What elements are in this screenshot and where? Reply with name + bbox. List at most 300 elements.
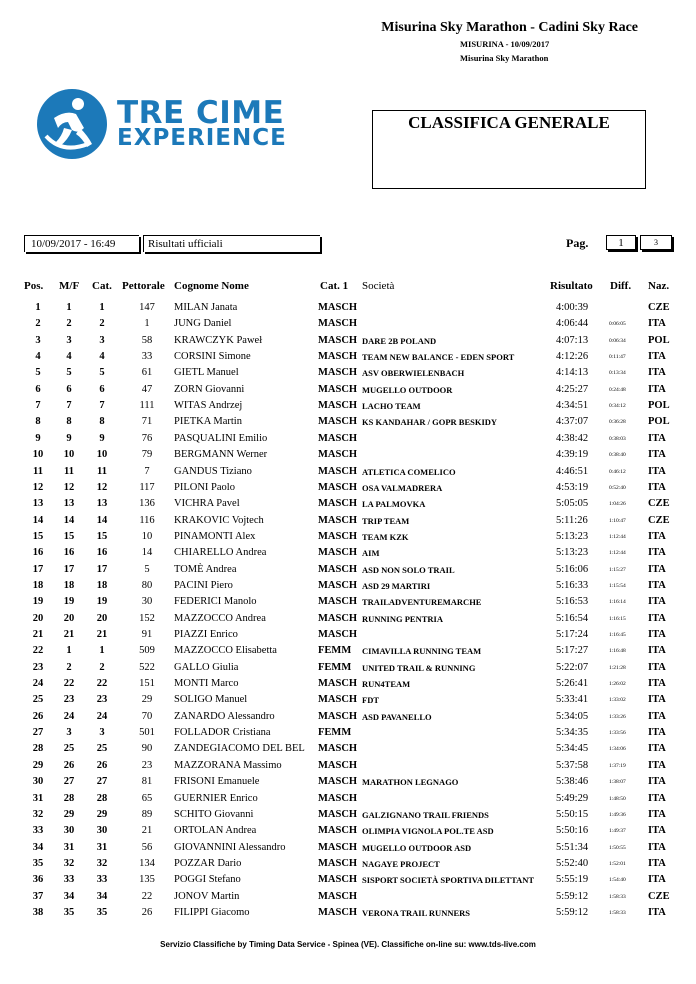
table-row (0, 741, 696, 757)
cell-bib: 10 (141, 530, 153, 542)
cell-nat: ITA (648, 367, 666, 379)
cell-bib: 80 (141, 579, 153, 591)
cell-mf: 13 (63, 498, 75, 510)
cell-result: 5:22:07 (556, 661, 589, 673)
cell-name: CORSINI Simone (174, 351, 251, 363)
col-header-pos: Pos. (24, 280, 44, 292)
cell-nat: ITA (648, 857, 666, 869)
cell-mf: 14 (63, 514, 75, 526)
cell-mf: 15 (63, 530, 75, 542)
cell-pos: 2 (35, 318, 41, 330)
col-header-name: Cognome Nome (174, 280, 249, 292)
runner-logo-icon (32, 88, 112, 160)
cell-cat: 2 (99, 661, 105, 673)
cell-result: 5:50:16 (556, 825, 589, 837)
cell-result: 5:11:26 (556, 514, 588, 526)
cell-result: 5:16:53 (556, 596, 589, 608)
table-row (0, 333, 696, 349)
cell-nat: ITA (648, 547, 666, 559)
cell-club: LACHO TEAM (362, 401, 421, 412)
cell-diff: 1:58:33 (609, 893, 626, 900)
cell-nat: CZE (648, 514, 670, 526)
cell-cat1: MASCH (318, 841, 358, 853)
cell-cat1: MASCH (318, 678, 358, 690)
classifica-title: CLASSIFICA GENERALE (408, 113, 610, 132)
page-current: 1 (606, 235, 636, 250)
cell-result: 5:05:05 (556, 498, 589, 510)
cell-cat: 2 (99, 318, 105, 330)
cell-club: LA PALMOVKA (362, 499, 426, 510)
table-row (0, 545, 696, 561)
cell-club: TEAM KZK (362, 531, 409, 542)
cell-name: PINAMONTI Alex (174, 530, 256, 542)
cell-cat1: MASCH (318, 890, 358, 902)
cell-pos: 36 (32, 874, 44, 886)
cell-result: 4:37:07 (556, 416, 589, 428)
cell-result: 5:17:24 (556, 629, 589, 640)
cell-diff: 1:16:14 (609, 599, 626, 606)
cell-name: BERGMANN Werner (174, 449, 268, 461)
cell-mf: 3 (66, 727, 72, 739)
location-date: MISURINA - 10/09/2017 (460, 39, 550, 49)
cell-result: 4:14:13 (556, 367, 589, 379)
cell-nat: ITA (648, 661, 666, 673)
cell-pos: 18 (32, 579, 44, 591)
cell-cat1: MASCH (318, 400, 358, 412)
cell-cat: 28 (96, 792, 108, 804)
logo-text-line1: TRE CIME (117, 95, 285, 131)
cell-name: SCHITO Giovanni (174, 808, 254, 820)
cell-diff: 1:33:02 (609, 697, 626, 704)
cell-nat: ITA (648, 759, 666, 771)
event-title: Misurina Sky Marathon - Cadini Sky Race (381, 20, 638, 35)
cell-nat: ITA (648, 465, 666, 477)
cell-name: POGGI Stefano (174, 874, 241, 886)
cell-pos: 24 (32, 678, 44, 690)
cell-cat1: MASCH (318, 547, 358, 559)
cell-cat: 27 (96, 776, 108, 788)
cell-pos: 5 (35, 367, 41, 379)
cell-club: TEAM NEW BALANCE - EDEN SPORT (362, 352, 515, 363)
cell-bib: 1 (144, 318, 150, 330)
cell-mf: 24 (63, 710, 75, 722)
cell-result: 5:37:58 (556, 759, 589, 771)
cell-cat1: MASCH (318, 596, 358, 608)
cell-club: ATLETICA COMELICO (362, 466, 456, 477)
table-row (0, 513, 696, 529)
cell-cat: 31 (96, 841, 108, 853)
cell-result: 5:16:06 (556, 563, 589, 575)
table-row (0, 856, 696, 872)
cell-pos: 7 (35, 400, 41, 412)
cell-mf: 31 (63, 841, 75, 853)
cell-cat1: MASCH (318, 906, 358, 918)
cell-cat: 11 (97, 465, 107, 477)
table-row (0, 529, 696, 545)
cell-bib: 90 (141, 743, 153, 755)
cell-mf: 27 (63, 776, 75, 788)
footer: Servizio Classifiche by Timing Data Service - Spinea (VE). Classifiche on-line su: www.tds-live.com (160, 940, 536, 949)
table-row (0, 496, 696, 512)
cell-bib: 5 (144, 563, 150, 575)
cell-diff: 1:49:36 (609, 811, 626, 818)
cell-result: 5:26:41 (556, 678, 589, 690)
cell-bib: 147 (139, 302, 155, 313)
cell-cat1: MASCH (318, 710, 358, 722)
cell-pos: 32 (32, 808, 44, 820)
cell-cat1: MASCH (318, 579, 358, 591)
cell-cat1: MASCH (318, 776, 358, 788)
cell-name: TOMÈ Andrea (174, 563, 237, 575)
cell-cat: 1 (99, 302, 105, 313)
cell-cat: 6 (99, 383, 105, 395)
cell-result: 5:49:29 (556, 792, 589, 804)
cell-nat: ITA (648, 351, 666, 363)
datetime-box: 10/09/2017 - 16:49 (24, 235, 139, 252)
cell-name: JUNG Daniel (174, 318, 232, 330)
cell-mf: 19 (63, 596, 75, 608)
cell-name: GUERNIER Enrico (174, 792, 258, 804)
cell-nat: ITA (648, 318, 666, 330)
cell-club: NAGAYE PROJECT (362, 858, 440, 869)
cell-nat: ITA (648, 432, 666, 444)
cell-result: 5:59:12 (556, 890, 589, 902)
cell-mf: 16 (63, 547, 75, 559)
cell-result: 4:25:27 (556, 383, 589, 395)
cell-cat1: MASCH (318, 383, 358, 395)
cell-name: PIAZZI Enrico (174, 629, 238, 640)
cell-bib: 116 (139, 514, 155, 526)
cell-result: 5:38:46 (556, 776, 589, 788)
cell-cat: 26 (96, 759, 108, 771)
table-row (0, 594, 696, 610)
cell-club: TRIP TEAM (362, 515, 410, 526)
cell-pos: 15 (32, 530, 44, 542)
cell-club: VERONA TRAIL RUNNERS (362, 907, 471, 918)
cell-pos: 30 (32, 776, 44, 788)
cell-cat: 21 (96, 629, 108, 640)
cell-diff: 1:50:55 (609, 844, 626, 851)
cell-name: MILAN Janata (174, 302, 238, 313)
cell-cat: 18 (96, 579, 108, 591)
cell-cat1: MASCH (318, 694, 358, 706)
cell-mf: 26 (63, 759, 75, 771)
cell-result: 5:34:45 (556, 743, 589, 755)
cell-cat1: MASCH (318, 857, 358, 869)
cell-name: ORTOLAN Andrea (174, 825, 257, 837)
results-label-box: Risultati ufficiali (143, 235, 320, 252)
cell-name: CHIARELLO Andrea (174, 547, 267, 559)
cell-pos: 6 (35, 383, 41, 395)
cell-cat: 3 (99, 334, 105, 346)
cell-diff: 0:38:03 (609, 435, 626, 442)
cell-name: FOLLADOR Cristiana (174, 727, 271, 739)
cell-bib: 81 (141, 776, 153, 788)
cell-diff: 1:26:02 (609, 681, 626, 688)
cell-name: JONOV Martin (174, 890, 240, 902)
cell-diff: 1:54:40 (609, 877, 626, 884)
cell-mf: 17 (63, 563, 75, 575)
cell-bib: 22 (141, 890, 153, 902)
cell-cat: 16 (96, 547, 108, 559)
cell-pos: 8 (35, 416, 41, 428)
cell-pos: 37 (32, 890, 44, 902)
cell-diff: 1:16:45 (609, 632, 626, 638)
cell-bib: 79 (141, 449, 153, 461)
cell-diff: 0:52:40 (609, 484, 626, 491)
cell-cat: 13 (96, 498, 108, 510)
cell-bib: 30 (141, 596, 153, 608)
cell-mf: 3 (66, 334, 72, 346)
cell-bib: 56 (141, 841, 153, 853)
cell-diff: 1:21:28 (609, 664, 626, 671)
cell-diff: 1:49:37 (609, 828, 626, 835)
cell-cat: 20 (96, 612, 108, 624)
cell-bib: 76 (141, 432, 153, 444)
cell-nat: CZE (648, 302, 670, 313)
table-row (0, 611, 696, 627)
cell-diff: 0:13:34 (609, 370, 626, 377)
table-row (0, 480, 696, 496)
cell-club: GALZIGNANO TRAIL FRIENDS (362, 809, 489, 820)
cell-name: PIETKA Martin (174, 416, 242, 428)
cell-cat1: MASCH (318, 498, 358, 510)
cell-result: 4:39:19 (556, 449, 589, 461)
cell-mf: 6 (66, 383, 72, 395)
cell-club: SISPORT SOCIETÀ SPORTIVA DILETTANT (362, 875, 535, 886)
cell-nat: ITA (648, 612, 666, 624)
cell-bib: 136 (139, 498, 155, 510)
cell-cat1: MASCH (318, 351, 358, 363)
cell-bib: 71 (141, 416, 153, 428)
col-header-cat1: Cat. 1 (320, 280, 349, 292)
cell-cat: 33 (96, 874, 108, 886)
cell-nat: ITA (648, 449, 666, 461)
cell-diff: 1:10:47 (609, 517, 626, 524)
cell-mf: 35 (63, 906, 75, 918)
cell-cat: 35 (96, 906, 108, 918)
table-row (0, 791, 696, 807)
cell-name: MAZZOCCO Andrea (174, 612, 266, 624)
cell-nat: ITA (648, 678, 666, 690)
cell-name: KRAKOVIC Vojtech (174, 514, 264, 526)
cell-diff: 1:12:44 (609, 533, 626, 540)
cell-bib: 135 (139, 874, 155, 886)
cell-cat: 30 (96, 825, 108, 837)
cell-result: 4:06:44 (556, 318, 589, 330)
cell-pos: 23 (32, 661, 44, 673)
table-row (0, 447, 696, 463)
cell-diff: 1:37:19 (609, 762, 626, 769)
cell-pos: 13 (32, 498, 44, 510)
col-header-nat: Naz. (648, 280, 670, 292)
cell-club: DARE 2B POLAND (362, 335, 437, 346)
cell-bib: 509 (139, 645, 155, 657)
cell-name: FRISONI Emanuele (174, 776, 260, 788)
cell-mf: 11 (64, 465, 74, 477)
cell-nat: ITA (648, 629, 666, 640)
col-header-bib: Pettorale (122, 280, 165, 292)
cell-cat: 34 (96, 890, 108, 902)
cell-nat: ITA (648, 383, 666, 395)
page-label: Pag. (566, 236, 589, 250)
table-row (0, 643, 696, 659)
cell-name: GIETL Manuel (174, 367, 239, 379)
cell-bib: 61 (141, 367, 153, 379)
cell-mf: 7 (66, 400, 72, 412)
cell-diff: 0:34:12 (609, 403, 626, 410)
cell-nat: ITA (648, 792, 666, 804)
cell-name: SOLIGO Manuel (174, 694, 248, 706)
cell-result: 5:17:27 (556, 645, 589, 657)
cell-cat1: MASCH (318, 530, 358, 542)
cell-cat1: MASCH (318, 874, 358, 886)
cell-pos: 26 (32, 710, 44, 722)
cell-bib: 58 (141, 334, 153, 346)
cell-cat: 12 (96, 481, 108, 493)
cell-club: MUGELLO OUTDOOR ASD (362, 842, 472, 853)
cell-pos: 10 (32, 449, 44, 461)
cell-pos: 3 (35, 334, 41, 346)
cell-club: OSA VALMADRERA (362, 482, 443, 493)
cell-bib: 152 (139, 612, 155, 624)
cell-club: RUNNING PENTRIA (362, 613, 443, 624)
cell-cat: 15 (96, 530, 108, 542)
cell-result: 5:16:54 (556, 612, 589, 624)
cell-name: ZORN Giovanni (174, 383, 245, 395)
cell-cat1: MASCH (318, 416, 358, 428)
cell-cat: 4 (99, 351, 105, 363)
cell-cat: 22 (96, 678, 108, 690)
cell-mf: 34 (63, 890, 75, 902)
cell-result: 4:53:19 (556, 481, 589, 493)
cell-diff: 1:12:44 (609, 550, 626, 557)
cell-club: CIMAVILLA RUNNING TEAM (362, 646, 482, 657)
cell-mf: 4 (66, 351, 72, 363)
cell-club: UNITED TRAIL & RUNNING (362, 662, 476, 673)
cell-result: 4:12:26 (556, 351, 589, 363)
cell-result: 4:34:51 (556, 400, 589, 412)
cell-cat1: MASCH (318, 481, 358, 493)
cell-mf: 9 (66, 432, 72, 444)
cell-club: OLIMPIA VIGNOLA POL.TE ASD (362, 826, 494, 837)
cell-bib: 501 (139, 727, 155, 739)
cell-pos: 4 (35, 351, 41, 363)
cell-cat: 29 (96, 808, 108, 820)
cell-diff: 1:04:26 (609, 501, 626, 508)
cell-nat: ITA (648, 874, 666, 886)
cell-name: WITAS Andrzej (174, 400, 243, 412)
table-row (0, 840, 696, 856)
cell-pos: 29 (32, 759, 44, 771)
cell-bib: 14 (141, 547, 153, 559)
cell-result: 5:16:33 (556, 579, 589, 591)
cell-bib: 89 (141, 808, 153, 820)
cell-pos: 33 (32, 825, 44, 837)
cell-cat: 1 (99, 645, 105, 657)
cell-pos: 35 (32, 857, 44, 869)
cell-diff: 0:24:48 (609, 386, 626, 393)
cell-nat: ITA (648, 645, 666, 657)
cell-result: 5:52:40 (556, 857, 589, 869)
cell-name: GIOVANNINI Alessandro (174, 841, 286, 853)
cell-diff: 0:11:47 (609, 354, 626, 361)
cell-diff: 0:06:34 (609, 337, 626, 344)
table-row (0, 905, 696, 921)
cell-mf: 30 (63, 825, 75, 837)
cell-cat1: MASCH (318, 432, 358, 444)
cell-bib: 65 (141, 792, 153, 804)
table-row (0, 382, 696, 398)
cell-bib: 134 (139, 857, 155, 869)
cell-club: KS KANDAHAR / GOPR BESKIDY (362, 417, 498, 428)
cell-pos: 34 (32, 841, 44, 853)
race-name: Misurina Sky Marathon (460, 53, 549, 63)
cell-pos: 38 (32, 906, 44, 918)
cell-cat: 32 (96, 857, 108, 869)
cell-result: 4:00:39 (556, 302, 589, 313)
cell-nat: ITA (648, 841, 666, 853)
cell-club: FDT (362, 695, 379, 706)
table-row (0, 774, 696, 790)
cell-cat1: FEMM (318, 661, 352, 673)
cell-nat: ITA (648, 563, 666, 575)
cell-mf: 2 (66, 318, 72, 330)
table-row (0, 889, 696, 905)
table-row (0, 807, 696, 823)
cell-pos: 25 (32, 694, 44, 706)
cell-name: PASQUALINI Emilio (174, 432, 268, 444)
table-row (0, 349, 696, 365)
cell-cat: 14 (96, 514, 108, 526)
col-header-diff: Diff. (610, 280, 632, 292)
cell-diff: 1:33:56 (609, 730, 626, 737)
table-row (0, 627, 696, 643)
table-row (0, 692, 696, 708)
cell-pos: 1 (35, 302, 41, 313)
cell-nat: POL (648, 400, 670, 412)
cell-diff: 1:16:48 (609, 648, 626, 655)
cell-cat1: MASCH (318, 367, 358, 379)
cell-mf: 1 (66, 645, 72, 657)
cell-cat1: MASCH (318, 514, 358, 526)
cell-cat: 17 (96, 563, 108, 575)
table-row (0, 676, 696, 692)
cell-nat: ITA (648, 727, 666, 739)
cell-club: TRAILADVENTUREMARCHE (362, 597, 482, 608)
cell-mf: 10 (63, 449, 75, 461)
cell-cat: 5 (99, 367, 105, 379)
cell-cat1: MASCH (318, 612, 358, 624)
table-row (0, 300, 696, 316)
cell-club: ASD PAVANELLO (362, 711, 432, 722)
cell-pos: 31 (32, 792, 44, 804)
cell-name: GALLO Giulia (174, 661, 239, 673)
cell-pos: 28 (32, 743, 44, 755)
cell-nat: ITA (648, 530, 666, 542)
cell-mf: 18 (63, 579, 75, 591)
table-row (0, 365, 696, 381)
cell-nat: ITA (648, 776, 666, 788)
cell-cat: 25 (96, 743, 108, 755)
table-row (0, 398, 696, 414)
cell-result: 5:34:05 (556, 710, 589, 722)
cell-bib: 47 (141, 383, 153, 395)
cell-mf: 33 (63, 874, 75, 886)
cell-name: VICHRA Pavel (174, 498, 240, 510)
cell-mf: 22 (63, 678, 75, 690)
cell-diff: 1:16:15 (609, 615, 626, 622)
